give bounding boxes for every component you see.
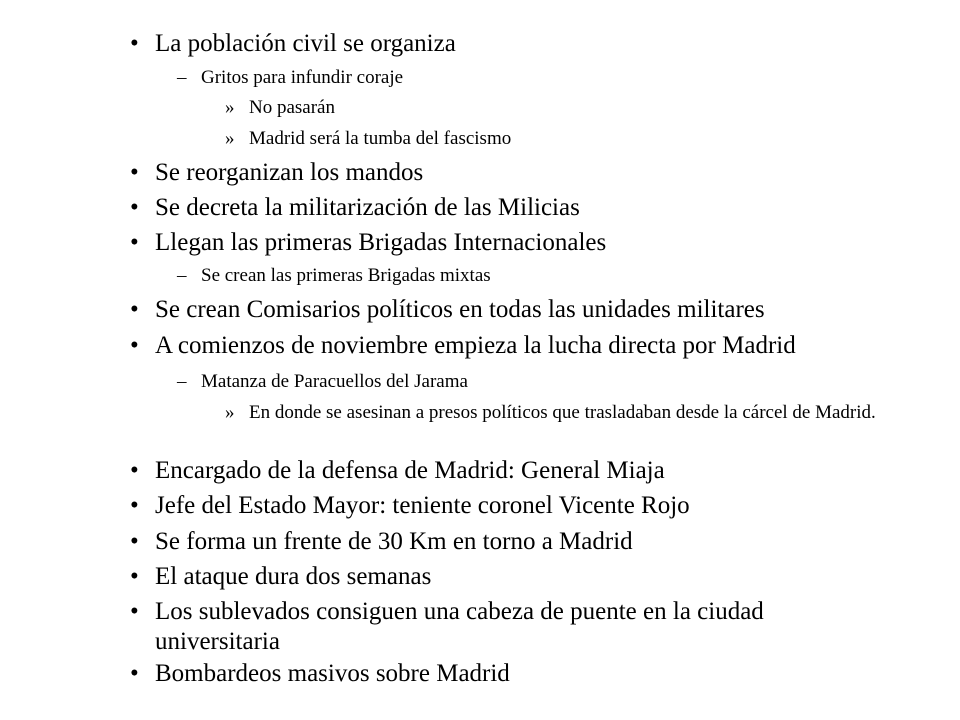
bullet-item: Encargado de la defensa de Madrid: General Miaja bbox=[155, 457, 665, 484]
bullet-marker: • bbox=[130, 332, 139, 359]
chevron-marker: » bbox=[225, 402, 235, 423]
bullet-item: Se crean Comisarios políticos en todas las unidades militares bbox=[155, 296, 765, 323]
bullet-item: Los sublevados consiguen una cabeza de puente en la ciudad universitaria bbox=[155, 598, 764, 655]
bullet-marker: • bbox=[130, 528, 139, 555]
dash-marker: – bbox=[177, 371, 187, 392]
bullet-marker: • bbox=[130, 492, 139, 519]
bullet-item: Se reorganizan los mandos bbox=[155, 159, 424, 186]
bullet-item: A comienzos de noviembre empieza la lucha directa por Madrid bbox=[155, 332, 796, 359]
bullet-marker: • bbox=[130, 194, 139, 221]
bullet-marker: • bbox=[130, 598, 139, 625]
chevron-marker: » bbox=[225, 128, 235, 149]
bullet-marker: • bbox=[130, 660, 139, 687]
bullet-marker: • bbox=[130, 30, 139, 57]
bullet-item: Jefe del Estado Mayor: teniente coronel Vicente Rojo bbox=[155, 492, 690, 519]
bullet-item: El ataque dura dos semanas bbox=[155, 563, 432, 590]
bullet-item: Llegan las primeras Brigadas Internacionales bbox=[155, 229, 607, 256]
bullet-marker: • bbox=[130, 457, 139, 484]
sub-item: Matanza de Paracuellos del Jarama bbox=[201, 371, 468, 392]
sub-item: Se crean las primeras Brigadas mixtas bbox=[201, 265, 491, 286]
sub-sub-item: En donde se asesinan a presos políticos que trasladaban desde la cárcel de Madrid. bbox=[249, 402, 876, 423]
chevron-marker: » bbox=[225, 97, 235, 118]
bullet-item: Se decreta la militarización de las Milicias bbox=[155, 194, 580, 221]
bullet-marker: • bbox=[130, 229, 139, 256]
bullet-marker: • bbox=[130, 159, 139, 186]
bullet-marker: • bbox=[130, 563, 139, 590]
dash-marker: – bbox=[177, 67, 187, 88]
sub-sub-item: Madrid será la tumba del fascismo bbox=[249, 128, 512, 149]
bullet-item: Bombardeos masivos sobre Madrid bbox=[155, 660, 510, 687]
sub-sub-item: No pasarán bbox=[249, 97, 335, 118]
bullet-item: La población civil se organiza bbox=[155, 30, 456, 57]
bullet-item: Se forma un frente de 30 Km en torno a Madrid bbox=[155, 528, 633, 555]
sub-item: Gritos para infundir coraje bbox=[201, 67, 404, 88]
bullet-marker: • bbox=[130, 296, 139, 323]
dash-marker: – bbox=[177, 265, 187, 286]
